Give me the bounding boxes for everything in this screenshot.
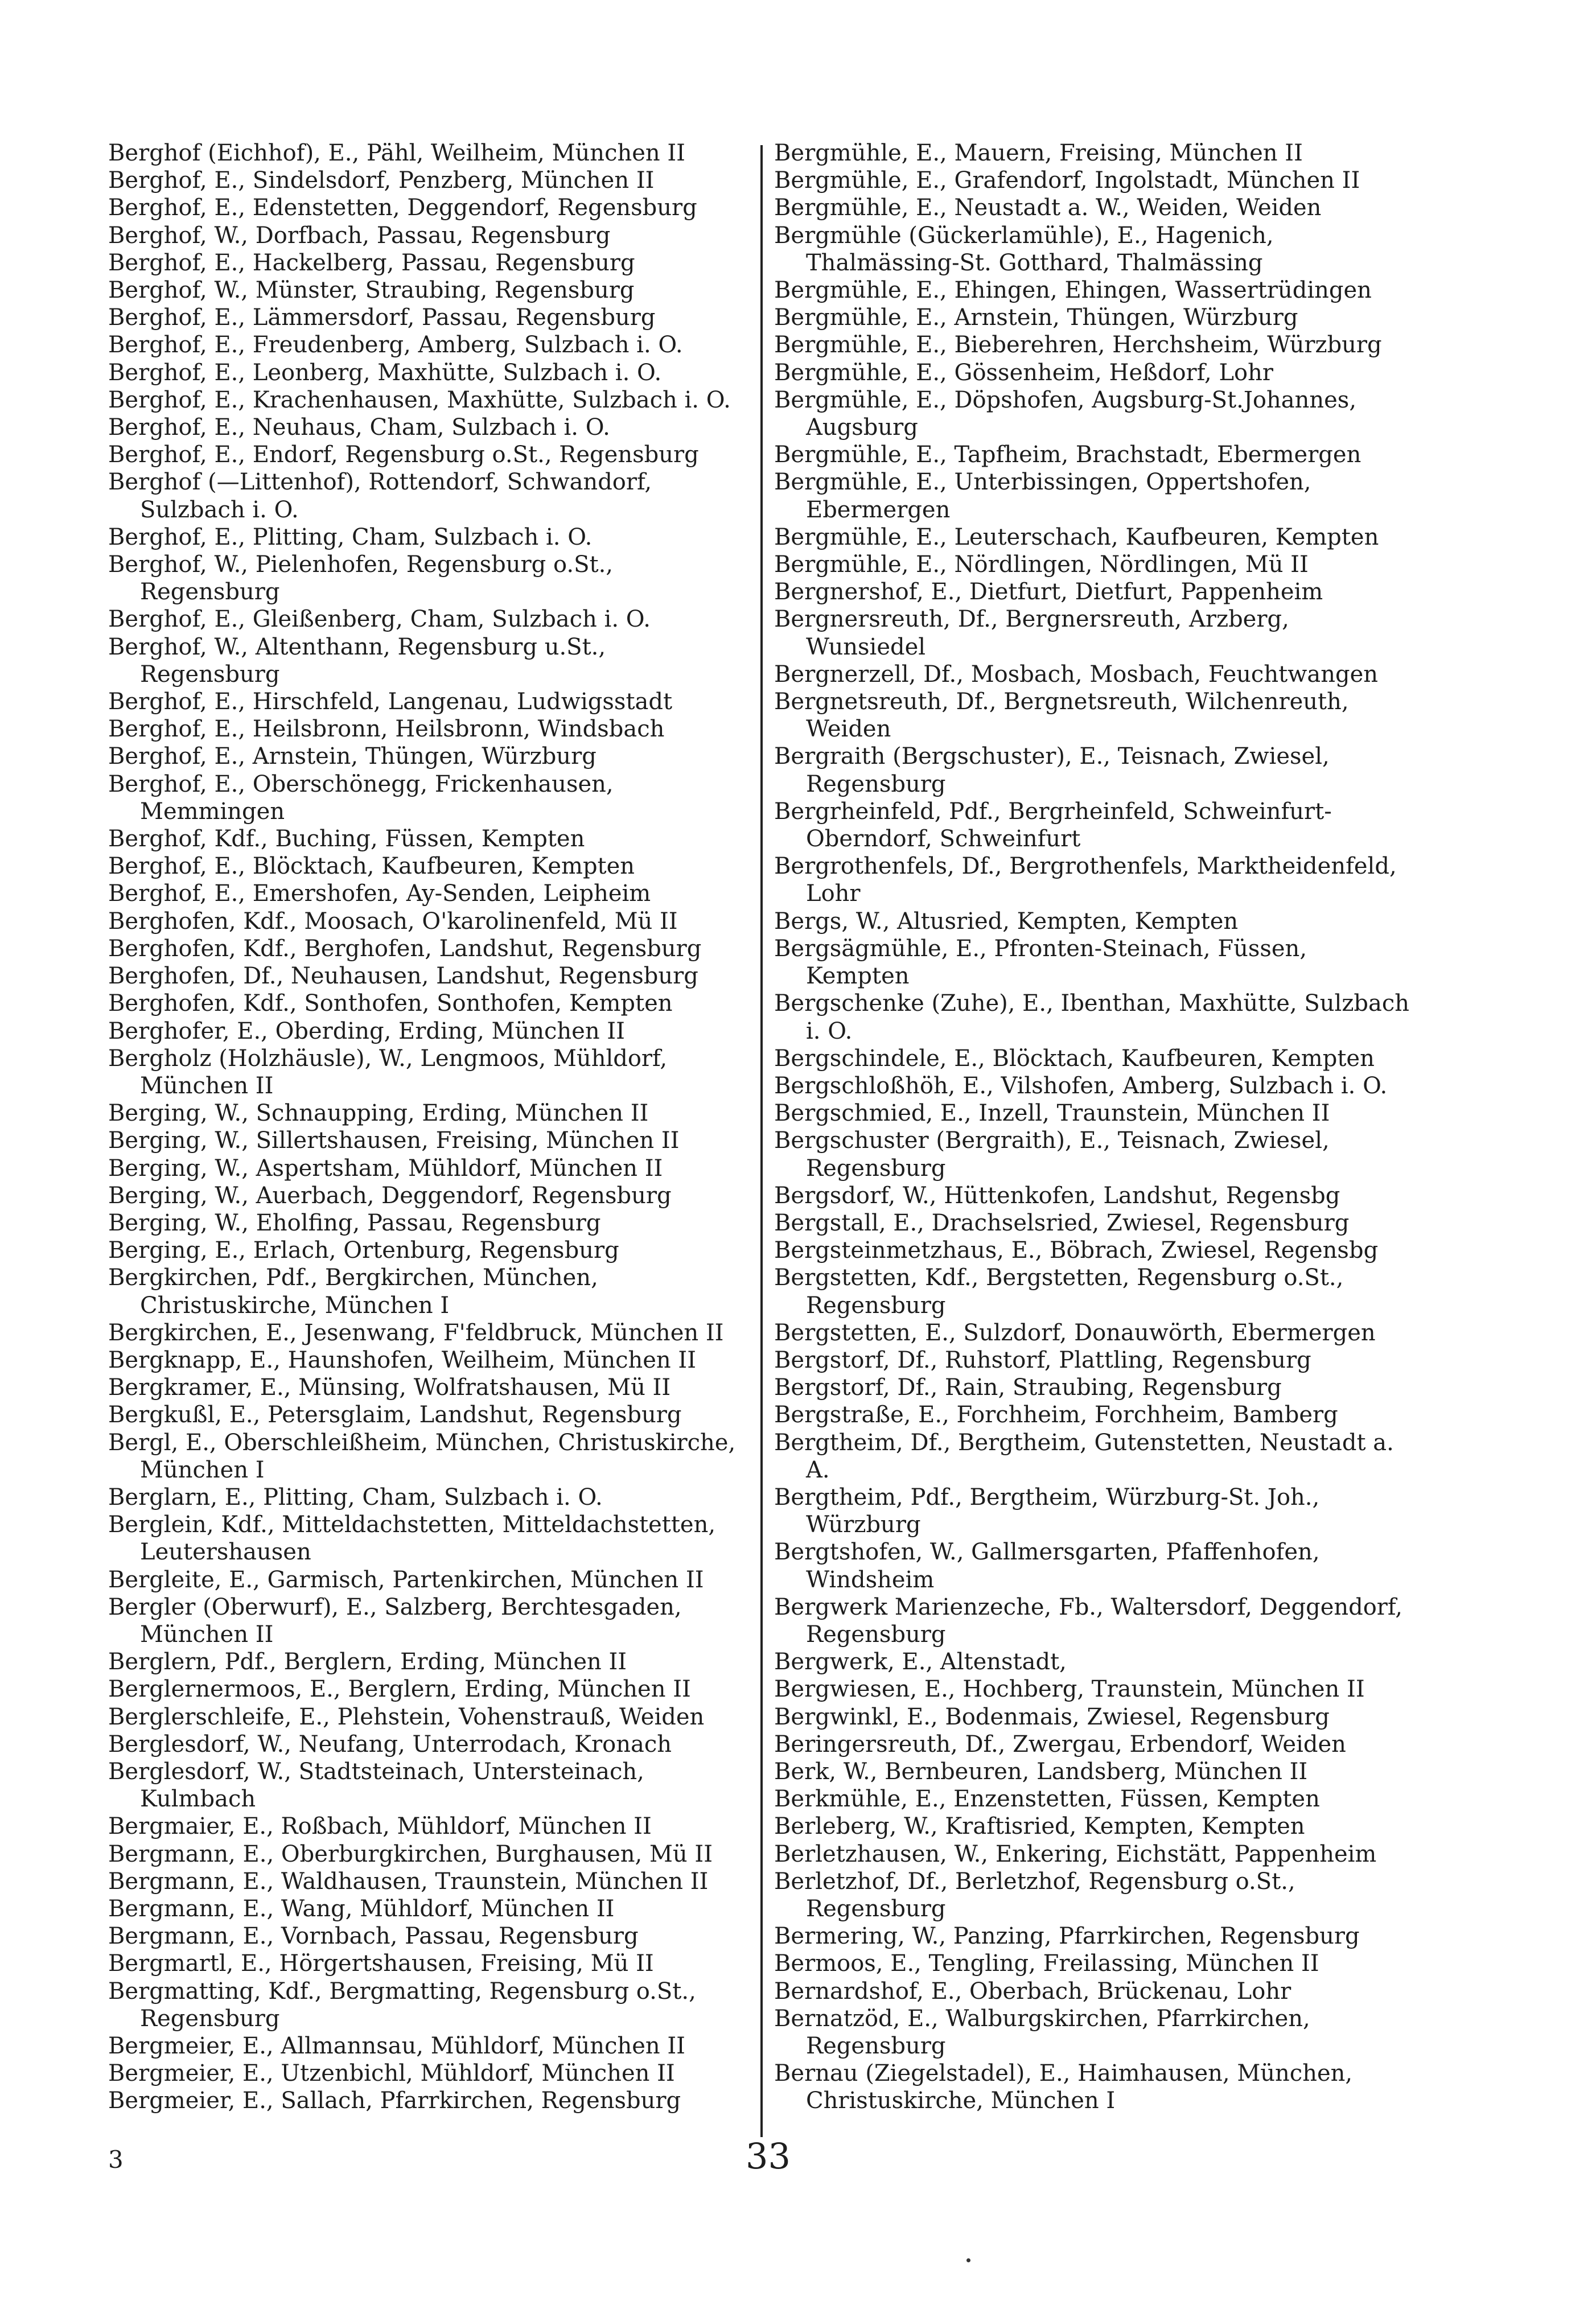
index-entry: Bergsägmühle, E., Pfronten-Steinach, Füssen, Kempten [774,935,1307,990]
index-entry: Bermoos, E., Tengling, Freilassing, München II [774,1950,1319,1977]
index-entry: Bergschmied, E., Inzell, Traunstein, München II [774,1100,1330,1127]
index-entry: Bergmühle, E., Bieberehren, Herchsheim, Würzburg [774,332,1382,359]
index-entry: Bergmühle, E., Arnstein, Thüngen, Würzburg [774,304,1298,331]
index-entry: Berglernermoos, E., Berglern, Erding, München II [108,1676,691,1703]
index-entry: Bergmann, E., Oberburgkirchen, Burghausen, Mü II [108,1841,713,1867]
index-entry: Bergschloßhöh, E., Vilshofen, Amberg, Sulzbach i. O. [774,1072,1388,1099]
index-entry: Berghof, W., Münster, Straubing, Regensburg [108,277,635,304]
index-entry: Bergmann, E., Wang, Mühldorf, München II [108,1896,615,1922]
index-entry: Berging, W., Sillertshausen, Freising, München II [108,1127,680,1154]
index-entry: Bergrheinfeld, Pdf., Bergrheinfeld, Schweinfurt-Oberndorf, Schweinfurt [774,798,1332,853]
index-entry: Bernau (Ziegelstadel), E., Haimhausen, München, Christuskirche, München I [774,2060,1353,2114]
index-entry: Berging, W., Aspertsham, Mühldorf, München II [108,1155,663,1182]
index-entry: Berging, E., Erlach, Ortenburg, Regensburg [108,1237,619,1264]
index-entry: Bergtheim, Pdf., Bergtheim, Würzburg-St. Joh., Würzburg [774,1484,1320,1538]
column-divider [760,145,763,2137]
index-entry: Bergtheim, Df., Bergtheim, Gutenstetten, Neustadt a. A. [774,1429,1394,1483]
index-entry: Berghof (—Littenhof), Rottendorf, Schwandorf, Sulzbach i. O. [108,469,652,523]
index-entry: Berglern, Pdf., Berglern, Erding, München II [108,1649,627,1676]
index-entry: Berghof, E., Blöcktach, Kaufbeuren, Kempten [108,853,635,880]
index-entry: Bergl, E., Oberschleißheim, München, Christuskirche, München I [108,1429,736,1483]
index-entry: Bergmühle (Gückerlamühle), E., Hagenich, Thalmässing-St. Gotthard, Thalmässing [774,222,1274,276]
index-entry: Bergmühle, E., Nördlingen, Nördlingen, Mü II [774,551,1309,578]
index-entry: Bergkramer, E., Münsing, Wolfratshausen, Mü II [108,1374,671,1401]
index-entry: Bergkußl, E., Petersglaim, Landshut, Regensburg [108,1402,682,1429]
index-entry: Berging, W., Auerbach, Deggendorf, Regensburg [108,1182,672,1209]
index-entry: Bergrothenfels, Df., Bergrothenfels, Marktheidenfeld, Lohr [774,853,1397,907]
index-entry: Bergmühle, E., Döpshofen, Augsburg-St.Johannes, Augsburg [774,386,1357,441]
index-entry: Bergnetsreuth, Df., Bergnetsreuth, Wilchenreuth, Weiden [774,689,1349,743]
index-entry: Bergmann, E., Waldhausen, Traunstein, München II [108,1868,709,1895]
index-entry: Bergstetten, Kdf., Bergstetten, Regensburg o.St., Regensburg [774,1265,1344,1319]
index-entry: Berghof, E., Sindelsdorf, Penzberg, München II [108,167,655,194]
index-entry: Bergkirchen, E., Jesenwang, F'feldbruck, München II [108,1319,724,1346]
index-entry: Berglarn, E., Plitting, Cham, Sulzbach i. O. [108,1484,603,1510]
right-column [774,139,1412,2115]
index-entry: Berghof, E., Plitting, Cham, Sulzbach i. O. [108,524,593,550]
index-entry: Berghof, E., Leonberg, Maxhütte, Sulzbach i. O. [108,359,662,386]
index-entry: Bergwiesen, E., Hochberg, Traunstein, München II [774,1676,1365,1703]
index-entry: Bergleite, E., Garmisch, Partenkirchen, München II [108,1566,704,1593]
index-entry: Berghof, W., Pielenhofen, Regensburg o.St., Regensburg [108,551,613,606]
index-entry: Berleberg, W., Kraftisried, Kempten, Kempten [774,1813,1305,1840]
index-entry: Berghof, E., Endorf, Regensburg o.St., Regensburg [108,442,699,468]
index-entry: Bergsdorf, W., Hüttenkofen, Landshut, Regensbg [774,1182,1340,1209]
index-entry: Bergmühle, E., Neustadt a. W., Weiden, Weiden [774,195,1322,221]
index-entry: Berghof, E., Neuhaus, Cham, Sulzbach i. O. [108,414,610,441]
index-entry: Bergmartl, E., Hörgertshausen, Freising, Mü II [108,1950,654,1977]
index-entry: Berghofen, Kdf., Moosach, O'karolinenfeld, Mü II [108,908,678,935]
print-speck [966,2258,970,2262]
index-entry: Berghof, E., Heilsbronn, Heilsbronn, Windsbach [108,716,665,743]
index-entry: Bergmühle, E., Leuterschach, Kaufbeuren, Kempten [774,524,1379,550]
index-entry: Bergmeier, E., Sallach, Pfarrkirchen, Regensburg [108,2088,681,2114]
index-entry: Berghof, E., Oberschönegg, Frickenhausen, Memmingen [108,771,614,825]
index-entry: Bergschenke (Zuhe), E., Ibenthan, Maxhütte, Sulzbach i. O. [774,990,1410,1044]
index-entry: Berging, W., Eholfing, Passau, Regensburg [108,1209,601,1236]
signature-mark: 3 [108,2146,124,2174]
index-entry: Bergkirchen, Pdf., Bergkirchen, München, Christuskirche, München I [108,1265,598,1319]
index-entry: Berghofen, Df., Neuhausen, Landshut, Regensburg [108,963,698,990]
index-entry: Bergstetten, E., Sulzdorf, Donauwörth, Ebermergen [774,1319,1376,1346]
left-column [108,139,746,2115]
index-entry: Berghof, Kdf., Buching, Füssen, Kempten [108,826,585,853]
index-entry: Bergschindele, E., Blöcktach, Kaufbeuren, Kempten [774,1045,1375,1072]
index-entry: Bergstorf, Df., Rain, Straubing, Regensburg [774,1374,1282,1401]
index-entry: Bergschuster (Bergraith), E., Teisnach, Zwiesel, Regensburg [774,1127,1330,1182]
index-entry: Bergtshofen, W., Gallmersgarten, Pfaffenhofen, Windsheim [774,1539,1320,1593]
index-entry: Berghof, E., Edenstetten, Deggendorf, Regensburg [108,195,697,221]
index-entry: Berghof, E., Hackelberg, Passau, Regensburg [108,249,635,276]
index-entry: Bergmühle, E., Mauern, Freising, München II [774,140,1303,166]
index-entry: Berletzhof, Df., Berletzhof, Regensburg o.St., Regensburg [774,1868,1295,1922]
index-entry: Berghof, E., Arnstein, Thüngen, Würzburg [108,743,597,770]
index-entry: Bergwerk Marienzeche, Fb., Waltersdorf, Deggendorf, Regensburg [774,1594,1403,1648]
index-entry: Bergmühle, E., Tapfheim, Brachstadt, Ebermergen [774,442,1361,468]
index-entry: Bergler (Oberwurf), E., Salzberg, Berchtesgaden, München II [108,1594,682,1648]
index-entry: Berghofer, E., Oberding, Erding, München II [108,1018,625,1044]
index-entry: Bergmatting, Kdf., Bergmatting, Regensburg o.St., Regensburg [108,1978,696,2032]
index-entry: Bernatzöd, E., Walburgskirchen, Pfarrkirchen, Regensburg [774,2005,1310,2060]
index-entry: Bergstorf, Df., Ruhstorf, Plattling, Regensburg [774,1347,1311,1373]
index-entry: Bergmeier, E., Utzenbichl, Mühldorf, München II [108,2060,675,2087]
index-entry: Berghof, W., Dorfbach, Passau, Regensburg [108,222,611,249]
index-entry: Bergknapp, E., Haunshofen, Weilheim, München II [108,1347,697,1373]
index-entry: Bergwinkl, E., Bodenmais, Zwiesel, Regensburg [774,1703,1330,1730]
index-entry: Bergmann, E., Vornbach, Passau, Regensburg [108,1923,639,1950]
index-entry: Berghof, E., Freudenberg, Amberg, Sulzbach i. O. [108,332,683,359]
index-entry: Bergholz (Holzhäusle), W., Lengmoos, Mühldorf, München II [108,1045,668,1099]
index-entry: Berletzhausen, W., Enkering, Eichstätt, Pappenheim [774,1841,1377,1867]
index-entry: Berghof (Eichhof), E., Pähl, Weilheim, München II [108,140,685,166]
index-entry: Berk, W., Bernbeuren, Landsberg, München II [774,1758,1308,1785]
index-entry: Bergmeier, E., Allmannsau, Mühldorf, München II [108,2033,685,2060]
index-entry: Bermering, W., Panzing, Pfarrkirchen, Regensburg [774,1923,1360,1950]
index-entry: Beringersreuth, Df., Zwergau, Erbendorf, Weiden [774,1731,1346,1757]
index-entry: Bergraith (Bergschuster), E., Teisnach, Zwiesel, Regensburg [774,743,1330,797]
index-entry: Berghofen, Kdf., Sonthofen, Sonthofen, Kempten [108,990,673,1017]
page-number: 33 [746,2135,791,2177]
index-entry: Bergnersreuth, Df., Bergnersreuth, Arzberg, Wunsiedel [774,606,1289,660]
index-entry: Berghof, E., Krachenhausen, Maxhütte, Sulzbach i. O. [108,386,731,413]
index-entry: Bergs, W., Altusried, Kempten, Kempten [774,908,1239,935]
index-entry: Bergmühle, E., Gössenheim, Heßdorf, Lohr [774,359,1274,386]
index-entry: Berghofen, Kdf., Berghofen, Landshut, Regensburg [108,935,702,962]
index-entry: Bergnershof, E., Dietfurt, Dietfurt, Pappenheim [774,579,1323,606]
index-entry: Berging, W., Schnaupping, Erding, München II [108,1100,649,1127]
index-entry: Berghof, E., Gleißenberg, Cham, Sulzbach i. O. [108,606,651,633]
index-entry: Berghof, E., Emershofen, Ay-Senden, Leipheim [108,880,651,907]
index-entry: Bergmühle, E., Unterbissingen, Oppertshofen, Ebermergen [774,469,1311,523]
index-entry: Bergnerzell, Df., Mosbach, Mosbach, Feuchtwangen [774,661,1379,688]
index-entry: Berglerschleife, E., Plehstein, Vohenstrauß, Weiden [108,1703,705,1730]
index-entry: Berghof, E., Hirschfeld, Langenau, Ludwigsstadt [108,689,673,715]
index-entry: Berghof, W., Altenthann, Regensburg u.St., Regensburg [108,633,606,688]
index-entry: Bergstall, E., Drachselsried, Zwiesel, Regensburg [774,1209,1350,1236]
index-entry: Bernardshof, E., Oberbach, Brückenau, Lohr [774,1978,1291,2004]
index-entry: Bergwerk, E., Altenstadt, [774,1649,1067,1676]
index-entry: Bergmühle, E., Ehingen, Ehingen, Wassertrüdingen [774,277,1372,304]
index-entry: Berkmühle, E., Enzenstetten, Füssen, Kempten [774,1786,1320,1813]
index-entry: Bergmaier, E., Roßbach, Mühldorf, München II [108,1813,652,1840]
index-entry: Berglesdorf, W., Stadtsteinach, Untersteinach, Kulmbach [108,1758,644,1813]
index-entry: Berglein, Kdf., Mitteldachstetten, Mitteldachstetten, Leutershausen [108,1512,716,1566]
index-entry: Bergmühle, E., Grafendorf, Ingolstadt, München II [774,167,1360,194]
index-entry: Berglesdorf, W., Neufang, Unterrodach, Kronach [108,1731,672,1757]
index-entry: Bergsteinmetzhaus, E., Böbrach, Zwiesel, Regensbg [774,1237,1379,1264]
index-entry: Bergstraße, E., Forchheim, Forchheim, Bamberg [774,1402,1338,1429]
index-entry: Berghof, E., Lämmersdorf, Passau, Regensburg [108,304,656,331]
